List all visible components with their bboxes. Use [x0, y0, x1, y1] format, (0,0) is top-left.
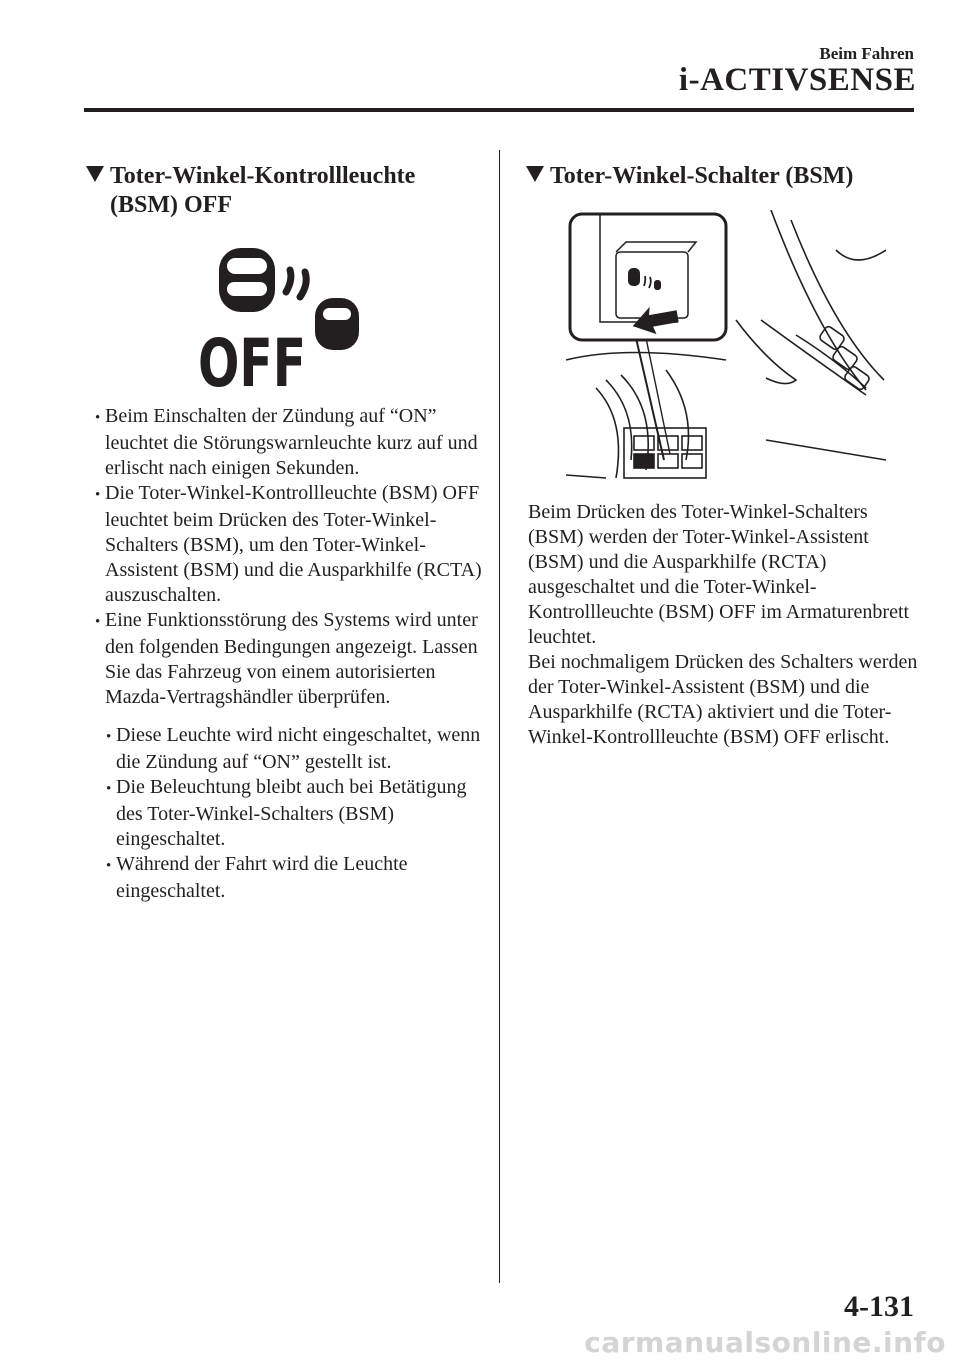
bsm-switch-illustration: [566, 210, 886, 488]
steering-wheel-rim-outer: [771, 210, 866, 390]
sub-list-item: [99, 775, 483, 852]
heading-line-2: (BSM) OFF: [110, 192, 232, 218]
bsm-off-indicator-icon: [196, 242, 366, 390]
panel-button: [658, 454, 678, 468]
indicator-info-list: [88, 404, 483, 904]
list-item: [88, 404, 483, 481]
car-window-upper: [227, 258, 267, 274]
sub-list-item-text: Diese Leuchte wird nicht eingeschaltet, wenn die Zündung auf “ON” gestellt ist.: [116, 724, 481, 773]
car-rear-shape: [219, 248, 275, 312]
list-item: [88, 481, 483, 608]
stalk-lever: [736, 320, 796, 384]
car-window-lower: [227, 282, 267, 296]
panel-button-bsm: [634, 454, 654, 468]
page-number: 4-131: [844, 1290, 914, 1323]
panel-button: [682, 436, 702, 450]
triangle-marker-icon: [86, 166, 104, 182]
panel-button: [682, 454, 702, 468]
off-label: OFF: [198, 325, 306, 390]
watermark: carmanualsonline.info: [584, 1326, 946, 1359]
list-item-text: Die Toter-Winkel-Kontrollleuchte (BSM) OFF leuchtet beim Drücken des Toter-Winkel-Schalters (BSM), um den Toter-Winkel-Assistent (BSM) und die Ausparkhilfe (RCTA) auszuschalten.: [105, 482, 482, 606]
switch-car-icon: [628, 268, 640, 286]
heading-text: Toter-Winkel-Schalter (BSM): [550, 163, 854, 189]
small-car-shape: [315, 298, 359, 350]
triangle-marker-icon: [526, 166, 544, 182]
chapter-title: i-ACTIVSENSE: [678, 62, 916, 98]
radar-wave-2: [300, 272, 306, 297]
column-divider: [499, 150, 500, 1283]
list-item-text: Eine Funktionsstörung des Systems wird unter den folgenden Bedingungen angezeigt. Lassen Sie das Fahrzeug von einem autorisierten Mazda-Vertragshändler überprüfen.: [105, 609, 478, 708]
section-title: Beim Fahren: [819, 44, 914, 63]
steering-wheel-rim-inner: [791, 220, 884, 380]
list-item-text: Beim Einschalten der Zündung auf “ON” leuchtet die Störungswarnleuchte kurz auf und erlischt nach einigen Sekunden.: [105, 405, 478, 479]
sub-list-item-text: Während der Fahrt wird die Leuchte eingeschaltet.: [116, 853, 408, 902]
heading-bsm-switch: [526, 162, 926, 191]
list-item: [88, 608, 483, 904]
sub-list-item: [99, 852, 483, 904]
paragraph-switch-on: Bei nochmaligem Drücken des Schalters werden der Toter-Winkel-Assistent (BSM) und die Ausparkhilfe (RCTA) aktiviert und die Toter-Winkel-Kontrollleuchte (BSM) OFF erlischt.: [528, 651, 918, 748]
dash-panel-line: [766, 440, 886, 460]
panel-button: [634, 436, 654, 450]
sub-list-item-text: Die Beleuchtung bleibt auch bei Betätigung des Toter-Winkel-Schalters (BSM) eingeschaltet.: [116, 776, 467, 850]
small-car-window: [323, 308, 351, 320]
header-rule: [84, 108, 914, 112]
heading-line-1: Toter-Winkel-Kontrollleuchte: [110, 163, 416, 189]
heading-bsm-off-indicator: [86, 162, 466, 220]
paragraph-switch-off: Beim Drücken des Toter-Winkel-Schalters (BSM) werden der Toter-Winkel-Assistent (BSM) und die Ausparkhilfe (RCTA) ausgeschaltet und die Toter-Winkel-Kontrollleuchte (BSM) OFF im Armaturenbrett leuchtet.: [528, 501, 910, 648]
switch-description: [528, 500, 920, 750]
malfunction-conditions-list: [99, 723, 483, 904]
radar-wave-1: [286, 270, 291, 292]
sub-list-item: [99, 723, 483, 775]
